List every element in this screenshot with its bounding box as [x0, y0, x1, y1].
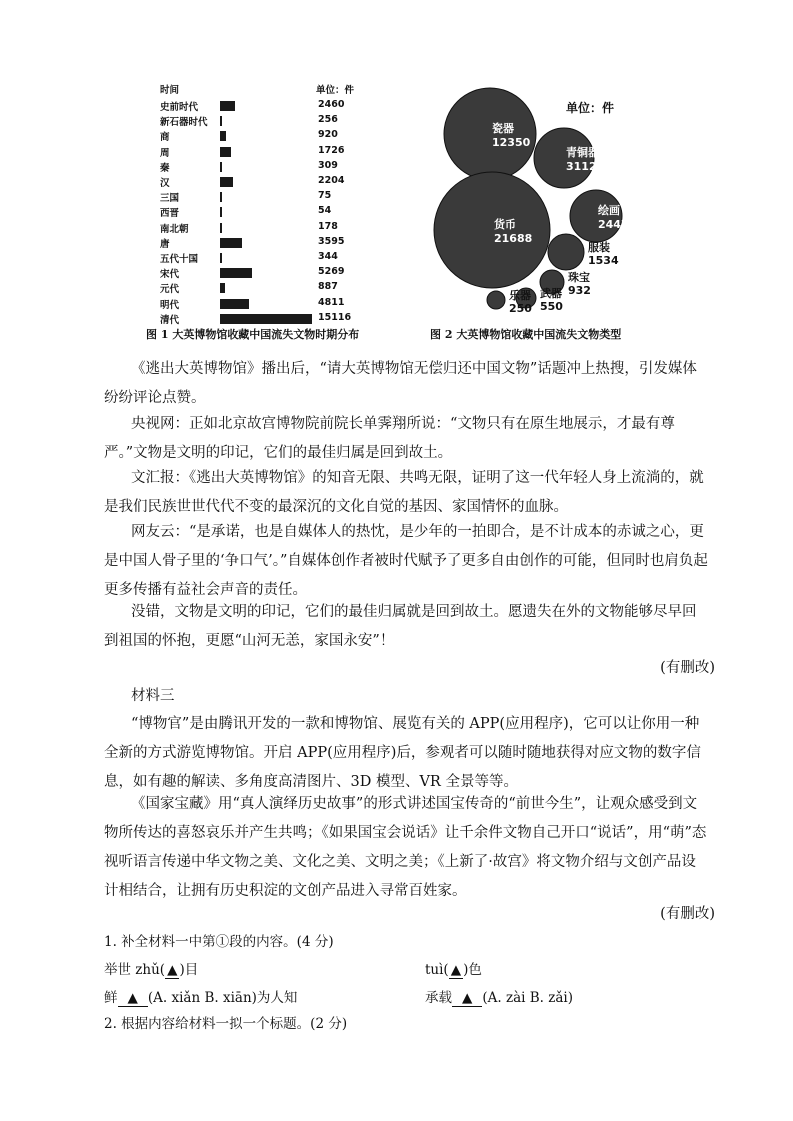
bar-value-label: 2460: [318, 99, 345, 110]
bubble-value-label: 550: [540, 300, 563, 313]
bar-category-label: 南北朝: [160, 223, 189, 235]
bubble-value-label: 250: [509, 302, 532, 315]
bubble-category-label: 绘画: [598, 204, 620, 217]
bar-value-label: 344: [318, 251, 338, 262]
bubble-category-label: 货币: [494, 218, 516, 231]
material3-paragraph-1: “博物官”是由腾讯开发的一款和博物馆、展览有关的 APP(应用程序)，它可以让你用一种全新的方式游览博物馆。开启 APP(应用程序)后，参观者可以随时随地获得对应文物的数字信息，如有趣的解读、多角度高清图片、3D 模型、VR 全景等等。: [104, 716, 701, 790]
bar-category-label: 唐: [160, 238, 170, 250]
bubble-value-label: 3112: [566, 160, 597, 173]
q1-item-d: 承载 ▲ (A. zài B. zǎi): [425, 990, 574, 1006]
bar-category-label: 元代: [160, 284, 180, 296]
bar: [220, 147, 231, 157]
material3-title: 材料三: [131, 688, 175, 704]
bar: [220, 283, 225, 293]
material3-paragraph-2: 《国家宝藏》用“真人演绎历史故事”的形式讲述国宝传奇的“前世今生”，让观众感受到文物所传达的喜怒哀乐并产生共鸣；《如果国宝会说话》让千余件文物自己开口“说话”，用“萌”态视听语言传递中华文物之美、文化之美、文明之美；《上新了·故宫》将文物介绍与文创产品设计相结合，让拥有历史积淀的文创产品进入寻常百姓家。: [104, 796, 707, 899]
bar-category-label: 新石器时代: [160, 117, 208, 129]
bubble: [548, 234, 584, 270]
bar-value-label: 15116: [318, 311, 352, 323]
bubble: [444, 88, 536, 180]
bubble-category-label: 服装: [588, 241, 610, 254]
bubble-category-label: 珠宝: [568, 271, 590, 284]
bar-value-label: 1726: [318, 144, 345, 156]
paragraph-conclusion: 没错，文物是文明的印记，它们的最佳归属就是回到故土。愿遗失在外的文物能够尽早回到祖国的怀抱，更愿“山河无恙，家国永安”！: [104, 604, 697, 649]
figure1-caption: 图 1 大英博物馆收藏中国流失文物时期分布: [146, 328, 360, 341]
bubble-value-label: 932: [568, 284, 591, 297]
bar-value-label: 920: [318, 129, 338, 141]
q1-item-b: tuì( ▲ )色: [425, 962, 482, 978]
q1-item-a: 举世 zhǔ( ▲ )目: [104, 962, 199, 978]
bar-value-label: 5269: [318, 266, 345, 278]
bar: [220, 253, 222, 263]
bar-value-label: 4811: [318, 296, 345, 308]
bar: [220, 116, 222, 126]
bar: [220, 268, 252, 278]
bar-value-label: 2204: [318, 175, 345, 186]
bar-category-label: 商: [160, 132, 170, 144]
bar: [220, 101, 235, 111]
bubble-unit-label: 单位：件: [566, 101, 615, 115]
answer-blank[interactable]: ▲: [167, 962, 178, 978]
bar: [220, 207, 222, 217]
question-1: 1. 补全材料一中第①段的内容。(4 分): [104, 934, 334, 950]
bar-category-label: 清代: [160, 314, 180, 326]
bar: [220, 314, 312, 324]
figure2-caption: 图 2 大英博物馆收藏中国流失文物类型: [430, 328, 622, 341]
bar-value-label: 178: [318, 220, 338, 232]
bubble-value-label: 1534: [588, 254, 619, 267]
paragraph-intro: 《逃出大英博物馆》播出后，“请大英博物馆无偿归还中国文物”话题冲上热搜，引发媒体纷纷评论点赞。: [104, 361, 697, 406]
bar: [220, 162, 222, 172]
bar-value-label: 3595: [318, 235, 345, 247]
paragraph-wenhui: 文汇报：《逃出大英博物馆》的知音无限、共鸣无限，证明了这一代年轻人身上流淌的，就是我们民族世世代代不变的最深沉的文化自觉的基因、家国情怀的血脉。: [104, 470, 704, 515]
bar-value-label: 256: [318, 114, 338, 126]
period-bar-chart: [158, 82, 398, 326]
bar-value-label: 887: [318, 281, 338, 293]
bubble-category-label: 青铜器: [566, 146, 599, 159]
bar-category-label: 周: [160, 147, 170, 159]
bubbles: [434, 88, 629, 315]
answer-blank[interactable]: ▲: [450, 962, 462, 978]
bar-category-label: 明代: [160, 299, 180, 311]
answer-blank[interactable]: ▲: [118, 990, 148, 1007]
paragraph-netizen: 网友云：“是承诺，也是自媒体人的热忱，是少年的一拍即合，是不计成本的赤诚之心，更是中国人骨子里的‘争口气’。”自媒体创作者被时代赋予了更多自由创作的可能，但同时也肩负起更多传播有益社会声音的责任。: [104, 524, 708, 598]
bar-category-label: 宋代: [160, 269, 180, 281]
bubble: [434, 172, 550, 288]
note-abridged-2: (有删改): [660, 906, 715, 922]
bubble-value-label: 2447: [598, 218, 629, 231]
chart-header-left: 时间: [160, 85, 180, 96]
answer-blank[interactable]: ▲: [452, 990, 482, 1007]
note-abridged-1: (有删改): [660, 660, 715, 676]
chart-header-right: 单位：件: [316, 85, 355, 96]
bar-category-label: 汉: [160, 178, 170, 189]
bar-category-label: 秦: [160, 162, 170, 174]
bar-value-label: 309: [318, 159, 338, 171]
bar: [220, 192, 222, 202]
bar-category-label: 西晋: [160, 208, 180, 220]
bar: [220, 223, 222, 233]
bubble: [487, 291, 505, 309]
artifact-type-bubble-chart: [426, 82, 666, 327]
bar-value-label: 54: [318, 205, 332, 217]
bar-category-label: 五代十国: [160, 254, 199, 265]
bubble-value-label: 12350: [492, 136, 531, 149]
bar-value-label: 75: [318, 190, 332, 202]
bubble-value-label: 21688: [494, 232, 533, 245]
paragraph-cctv: 央视网：正如北京故宫博物院前院长单霁翔所说：“文物只有在原生地展示，才最有尊严。”文物是文明的印记，它们的最佳归属是回到故土。: [104, 416, 675, 461]
bar-category-label: 三国: [160, 193, 180, 205]
bubble-category-label: 武器: [540, 287, 562, 300]
bubble-category-label: 乐器: [509, 289, 531, 302]
bar-category-label: 史前时代: [160, 102, 199, 113]
bar: [220, 177, 233, 187]
question-2: 2. 根据内容给材料一拟一个标题。(2 分): [104, 1016, 348, 1032]
q1-item-c: 鲜 ▲ (A. xiǎn B. xiān)为人知: [104, 990, 298, 1006]
bar: [220, 131, 226, 141]
bubble-category-label: 瓷器: [492, 122, 514, 135]
bar: [220, 299, 249, 309]
bar: [220, 238, 242, 248]
